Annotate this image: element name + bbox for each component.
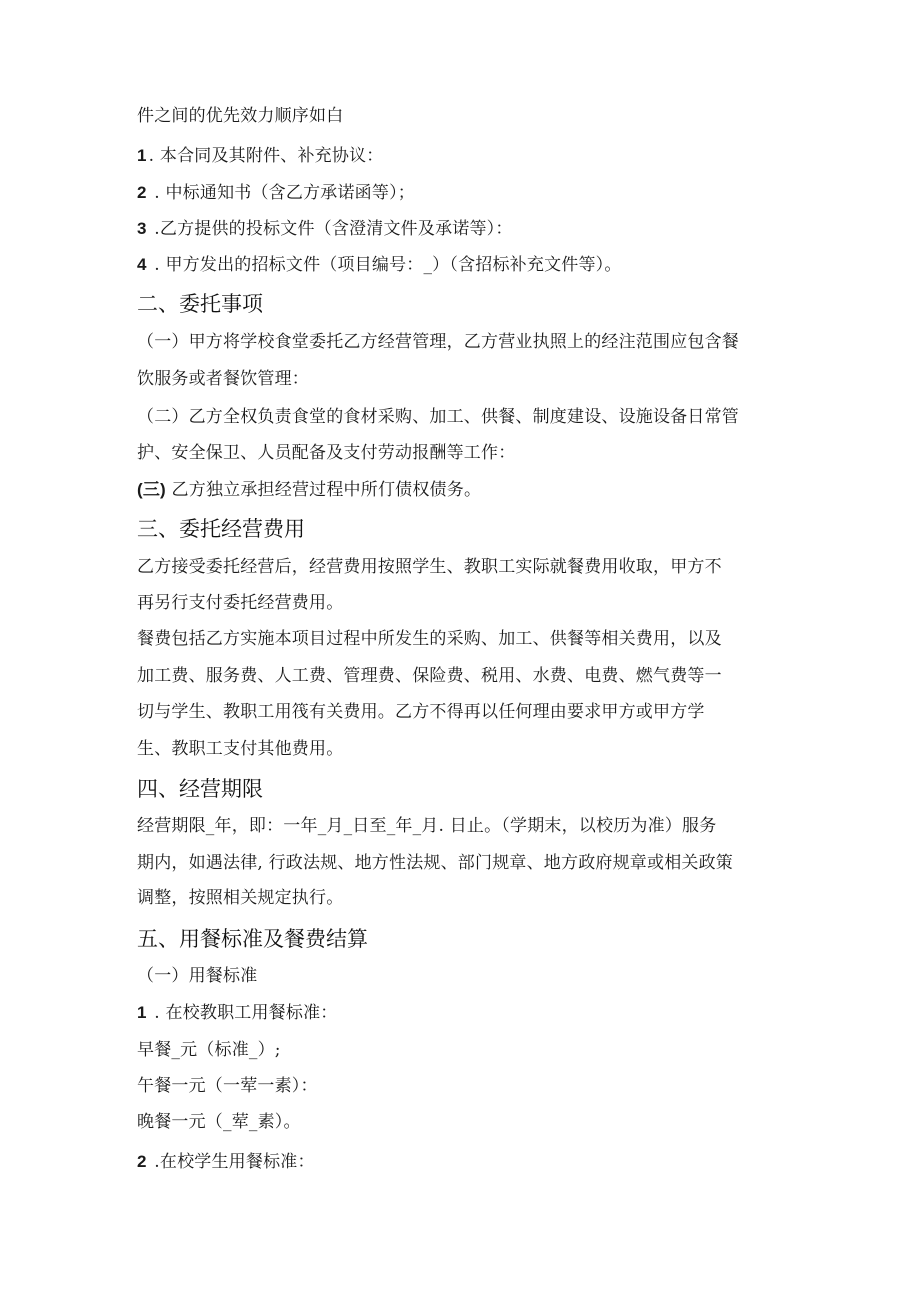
section-heading: 三、委托经营费用: [137, 517, 305, 541]
list-text: . 甲方发出的招标文件（项目编号：_）（含招标补充文件等）。: [148, 255, 622, 275]
list-number: 4: [137, 255, 147, 274]
list-item: [137, 1151, 315, 1173]
text-line: 调整，按照相关规定执行。: [137, 888, 344, 908]
text-line: 早餐_元（标准_）;: [137, 1040, 281, 1060]
text-line: （一）用餐标准: [137, 966, 258, 986]
list-text: . 在校教职工用餐标准：: [148, 1003, 338, 1023]
text-line: 饮服务或者餐饮管理：: [137, 369, 309, 389]
section-heading: 五、用餐标准及餐费结算: [137, 927, 368, 951]
list-item: [137, 254, 622, 276]
list-text: 乙方独立承担经营过程中所仃债权债务。: [165, 480, 482, 500]
list-item: [137, 1002, 337, 1024]
list-item: [137, 479, 481, 501]
list-number: 1: [137, 1003, 147, 1022]
text-line: 期内，如遇法律, 行政法规、地方性法规、部门规章、地方政府规章或相关政策: [137, 853, 734, 873]
text-line: （一）甲方将学校食堂委托乙方经营管理，乙方营业执照上的经注范围应包含餐: [137, 332, 739, 352]
list-text: .乙方提供的投标文件（含澄清文件及承诺等）：: [148, 219, 513, 239]
list-number: 1: [137, 146, 147, 165]
text-line: 经营期限_年，即：一年_月_日至_年_月. 日止。（学期末，以校历为准）服务: [137, 816, 717, 836]
list-number: 2: [137, 183, 147, 202]
text-line: 护、安全保卫、人员配备及支付劳动报酬等工作：: [137, 443, 516, 463]
text-line: （二）乙方全权负责食堂的食材采购、加工、供餐、制度建设、设施设备日常管: [137, 407, 739, 427]
section-heading: 四、经营期限: [137, 777, 263, 801]
list-marker: (三): [137, 480, 166, 499]
text-line: 晚餐一元（_荤_素）。: [137, 1112, 301, 1132]
list-text: .在校学生用餐标准：: [148, 1152, 315, 1172]
list-text: . 中标通知书（含乙方承诺函等）；: [148, 183, 415, 203]
text-line: 乙方接受委托经营后，经营费用按照学生、教职工实际就餐费用收取，甲方不: [137, 557, 722, 577]
text-line: 午餐一元（一荤一素）：: [137, 1076, 318, 1096]
text-line: 加工费、服务费、人工费、管理费、保险费、税用、水费、电费、燃气费等一: [137, 666, 722, 686]
list-number: 2: [137, 1152, 147, 1171]
list-text: . 本合同及其附件、补充协议：: [148, 146, 384, 166]
list-item: [137, 182, 415, 204]
text-line: 生、教职工支付其他费用。: [137, 739, 344, 759]
text-line: 切与学生、教职工用筏有关费用。乙方不得再以任何理由要求甲方或甲方学: [137, 702, 705, 722]
list-item: [137, 218, 513, 240]
text-line: 件之间的优先效力顺序如白: [137, 106, 344, 126]
text-line: 再另行支付委托经营费用。: [137, 593, 344, 613]
text-line: 餐费包括乙方实施本项目过程中所发生的采购、加工、供餐等相关费用，以及: [137, 629, 722, 649]
list-number: 3: [137, 219, 147, 238]
list-item: [137, 145, 383, 167]
section-heading: 二、委托事项: [137, 292, 263, 316]
